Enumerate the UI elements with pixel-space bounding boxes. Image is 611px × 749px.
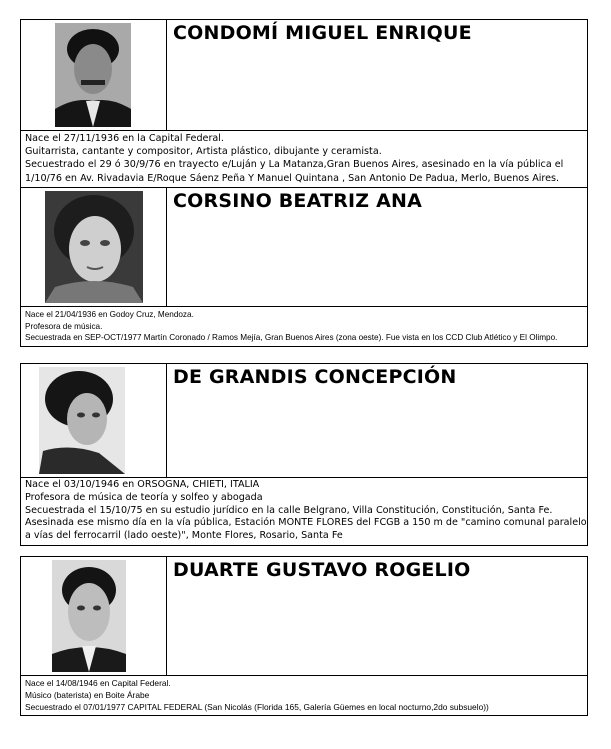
detail-line: Secuestrada en SEP-OCT/1977 Martín Coronado / Ramos Mejía, Gran Buenos Aires (zona oeste). Fue vista en los CCD Club Atlético y El Olimpo. [25,333,558,342]
record-details [21,307,587,346]
record-card-duarte [20,556,588,716]
record-card-condomi [20,19,588,188]
detail-line: Profesora de música. [25,321,103,331]
detail-line: Nace el 03/10/1946 en ORSOGNA, CHIETI, ITALIA [25,479,260,490]
detail-line: a vías del ferrocarril (lado oeste)", Monte Flores, Rosario, Santa Fe [25,530,343,542]
record-header [21,20,587,131]
photo-cell [21,364,167,477]
portrait-photo [39,367,125,474]
photo-cell [21,188,167,306]
record-card-corsino [20,187,588,347]
portrait-photo [55,23,131,127]
person-name: DUARTE GUSTAVO ROGELIO [173,559,471,581]
detail-line: Nace el 27/11/1936 en la Capital Federal. [25,133,224,144]
detail-line: Secuestrado el 29 ó 30/9/76 en trayecto e/Luján y La Matanza,Gran Buenos Aires, asesinado en la vía pública el [25,159,564,171]
detail-line: 1/10/76 en Av. Rivadavia E/Roque Sáenz Peña Y Manuel Quintana , San Antonio De Padua, Merlo, Buenos Aires. [25,172,560,184]
record-card-de-grandis [20,363,588,546]
detail-line: Asesinada ese mismo día en la vía pública, Estación MONTE FLORES del FCGB a 150 m de "camino comunal paralelo [25,517,587,529]
detail-line: Músico (baterista) en Boite Árabe [25,689,150,700]
detail-line: Nace el 21/04/1936 en Godoy Cruz, Mendoza. [25,310,194,319]
detail-line: Nace el 14/08/1946 en Capital Federal. [25,678,171,688]
record-header [21,364,587,478]
record-details [21,478,587,545]
detail-line: Secuestrado el 07/01/1977 CAPITAL FEDERAL (San Nicolás (Florida 165, Galería Güemes en local nocturno,2do subsuelo)) [25,701,489,712]
person-name: DE GRANDIS CONCEPCIÓN [173,366,457,388]
person-name: CORSINO BEATRIZ ANA [173,190,423,212]
record-header [21,188,587,307]
record-details [21,676,587,715]
record-details [21,131,587,187]
person-name: CONDOMÍ MIGUEL ENRIQUE [173,22,472,44]
photo-cell [21,20,167,130]
detail-line: Profesora de música de teoría y solfeo y abogada [25,491,263,503]
detail-line: Guitarrista, cantante y compositor, Artista plástico, dibujante y ceramista. [25,146,382,158]
portrait-photo [52,560,126,672]
detail-line: Secuestrada el 15/10/75 en su estudio jurídico en la calle Belgrano, Villa Constitución, Constitución, Santa Fe. [25,504,553,516]
photo-cell [21,557,167,675]
record-header [21,557,587,676]
portrait-photo [45,191,143,303]
